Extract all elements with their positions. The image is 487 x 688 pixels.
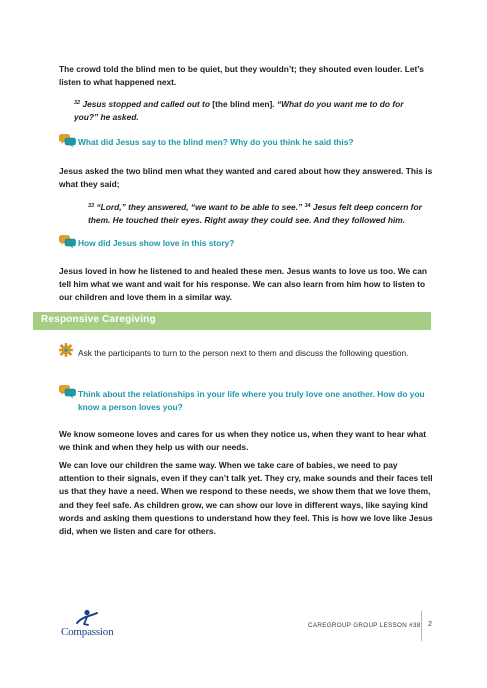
chat-bubbles-icon xyxy=(59,134,76,148)
quote-insertion: [the blind men] xyxy=(212,99,273,109)
discussion-question-2: How did Jesus show love in this story? xyxy=(78,238,235,248)
discussion-question-1: What did Jesus say to the blind men? Why do you think he said this? xyxy=(78,137,354,147)
section-header-band xyxy=(33,312,431,330)
verse-number: 32 xyxy=(74,100,81,106)
chat-bubbles-icon xyxy=(59,235,76,249)
verse-number: 34 xyxy=(304,203,311,209)
chat-bubbles-icon xyxy=(59,385,76,399)
section-title: Responsive Caregiving xyxy=(41,314,156,325)
paragraph-3: Jesus loved in how he listened to and healed these men. Jesus wants to love us too. We can tell him what we want and wait for his response. We can also learn from him how to listen to our children and love them in a similar way. xyxy=(59,266,427,303)
paragraph-2: Jesus asked the two blind men what they wanted and cared about how they answered. This is what they said; xyxy=(59,166,433,190)
paragraph-5: We can love our children the same way. When we take care of babies, we need to pay attention to their signals, even if they can’t talk yet. They cry, make sounds and their faces tell us that they have a need. When we respond to these needs, we show them that we love them, and they feel safe. As children grow, we can show our love in different ways, like saying kind words and asking them questions to understand how they feel. This is how we love like Jesus did, when we listen and care for others. xyxy=(59,460,433,537)
intro-paragraph: The crowd told the blind men to be quiet, but they wouldn’t; they shouted even louder. Let’s listen to what happened next. xyxy=(59,64,424,88)
scripture-quote-2 xyxy=(88,200,428,227)
discussion-question-3: Think about the relationships in your life where you truly love one another. How do you know a person loves you? xyxy=(78,389,425,413)
quote-text: Jesus felt deep concern for them. He touched their eyes. Right away they could see. And they followed him. xyxy=(88,202,422,226)
quote-text: . “What do you want me to do for you?” he asked. xyxy=(74,99,404,123)
scripture-quote-1 xyxy=(74,97,414,124)
quote-text: Jesus stopped and called out to xyxy=(80,99,213,109)
footer-divider xyxy=(421,611,422,641)
logo-wordmark: Compassion xyxy=(61,626,114,638)
gear-icon xyxy=(59,343,73,357)
footer-lesson-label: CAREGROUP GROUP LESSON #38 xyxy=(308,622,421,629)
page-number: 2 xyxy=(428,621,432,628)
verse-number: 33 xyxy=(88,203,95,209)
activity-instruction: Ask the participants to turn to the person next to them and discuss the following question. xyxy=(78,348,409,358)
paragraph-4: We know someone loves and cares for us when they notice us, when they want to hear what we think and when they help us with our needs. xyxy=(59,429,427,453)
quote-text: “Lord,” they answered, “we want to be able to see.” xyxy=(94,202,305,212)
